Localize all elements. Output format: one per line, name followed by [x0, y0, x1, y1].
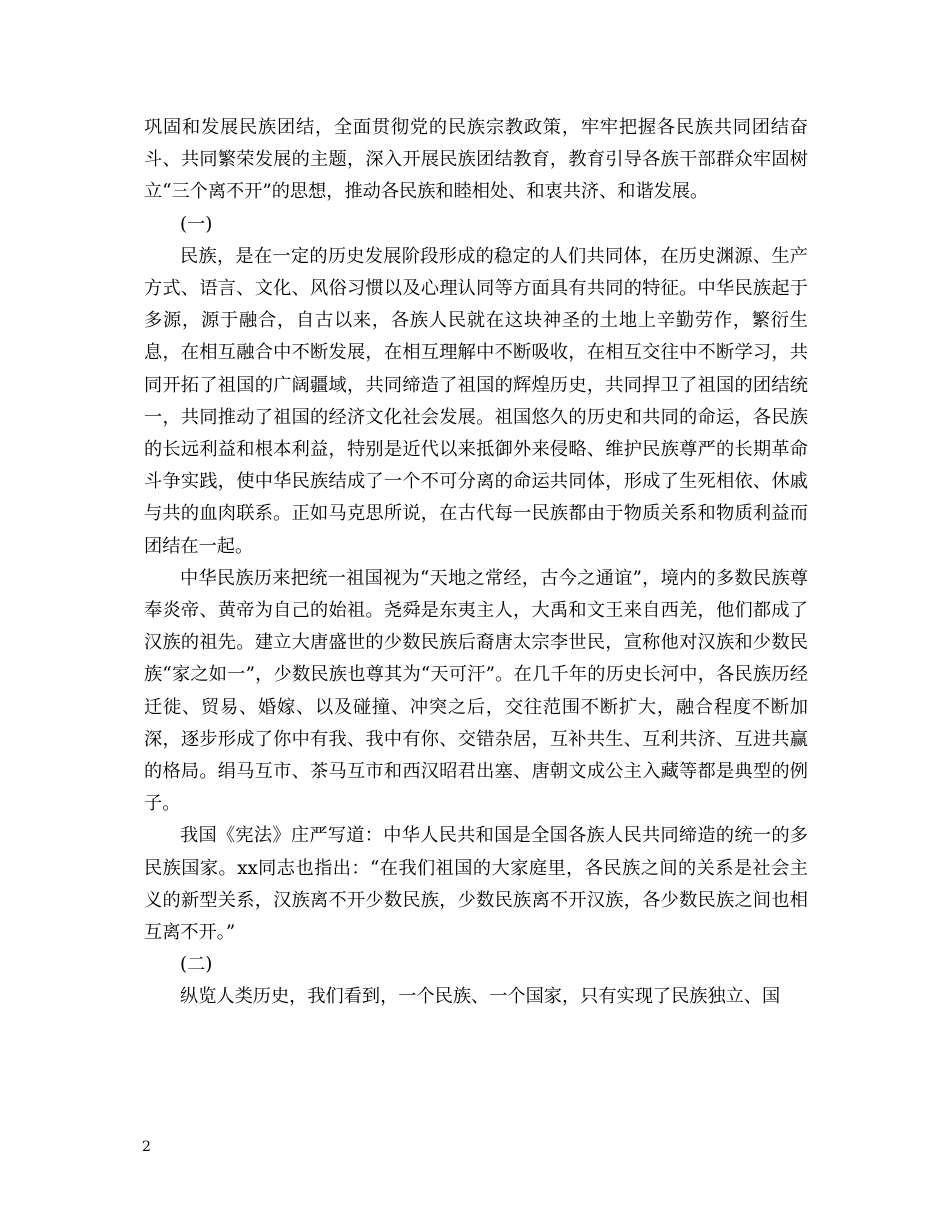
section-heading-1: (一) [180, 213, 213, 235]
paragraph: 纵览人类历史，我们看到，一个民族、一个国家，只有实现了民族独立、国 [180, 986, 781, 1008]
document-body [144, 112, 808, 1014]
section-heading-2: (二) [180, 954, 213, 976]
page-number: 2 [142, 1139, 151, 1155]
paragraph: 中华民族历来把统一祖国视为“天地之常经，古今之通谊”，境内的多数民族尊奉炎帝、黄帝为自己的始祖。尧舜是东夷主人，大禹和文王来自西羌，他们都成了汉族的祖先。建立大唐盛世的少数民族后裔唐太宗李世民，宣称他对汉族和少数民族“家之如一”，少数民族也尊其为“天可汗”。在几千年的历史长河中，各民族历经迁徙、贸易、婚嫁、以及碰撞、冲突之后，交往范围不断扩大，融合程度不断加深，逐步形成了你中有我、我中有你、交错杂居，互补共生、互利共济、互进共赢的格局。绢马互市、茶马互市和西汉昭君出塞、唐朝文成公主入藏等都是典型的例子。 [144, 567, 808, 815]
paragraph: 我国《宪法》庄严写道：中华人民共和国是全国各族人民共同缔造的统一的多民族国家。xx同志也指出：“在我们祖国的大家庭里，各民族之间的关系是社会主义的新型关系，汉族离不开少数民族，少数民族离不开汉族，各少数民族之间也相互离不开。” [144, 825, 808, 944]
paragraph: 民族，是在一定的历史发展阶段形成的稳定的人们共同体，在历史渊源、生产方式、语言、文化、风俗习惯以及心理认同等方面具有共同的特征。中华民族起于多源，源于融合，自古以来，各族人民就在这块神圣的土地上辛勤劳作，繁衍生息，在相互融合中不断发展，在相互理解中不断吸收，在相互交往中不断学习，共同开拓了祖国的广阔疆域，共同缔造了祖国的辉煌历史，共同捍卫了祖国的团结统一，共同推动了祖国的经济文化社会发展。祖国悠久的历史和共同的命运，各民族的长远利益和根本利益，特别是近代以来抵御外来侵略、维护民族尊严的长期革命斗争实践，使中华民族结成了一个不可分离的命运共同体，形成了生死相依、休戚与共的血肉联系。正如马克思所说，在古代每一民族都由于物质关系和物质利益而团结在一起。 [144, 245, 808, 557]
paragraph-continuation: 巩固和发展民族团结，全面贯彻党的民族宗教政策，牢牢把握各民族共同团结奋斗、共同繁荣发展的主题，深入开展民族团结教育，教育引导各族干部群众牢固树立“三个离不开”的思想，推动各民族和睦相处、和衷共济、和谐发展。 [144, 117, 808, 203]
